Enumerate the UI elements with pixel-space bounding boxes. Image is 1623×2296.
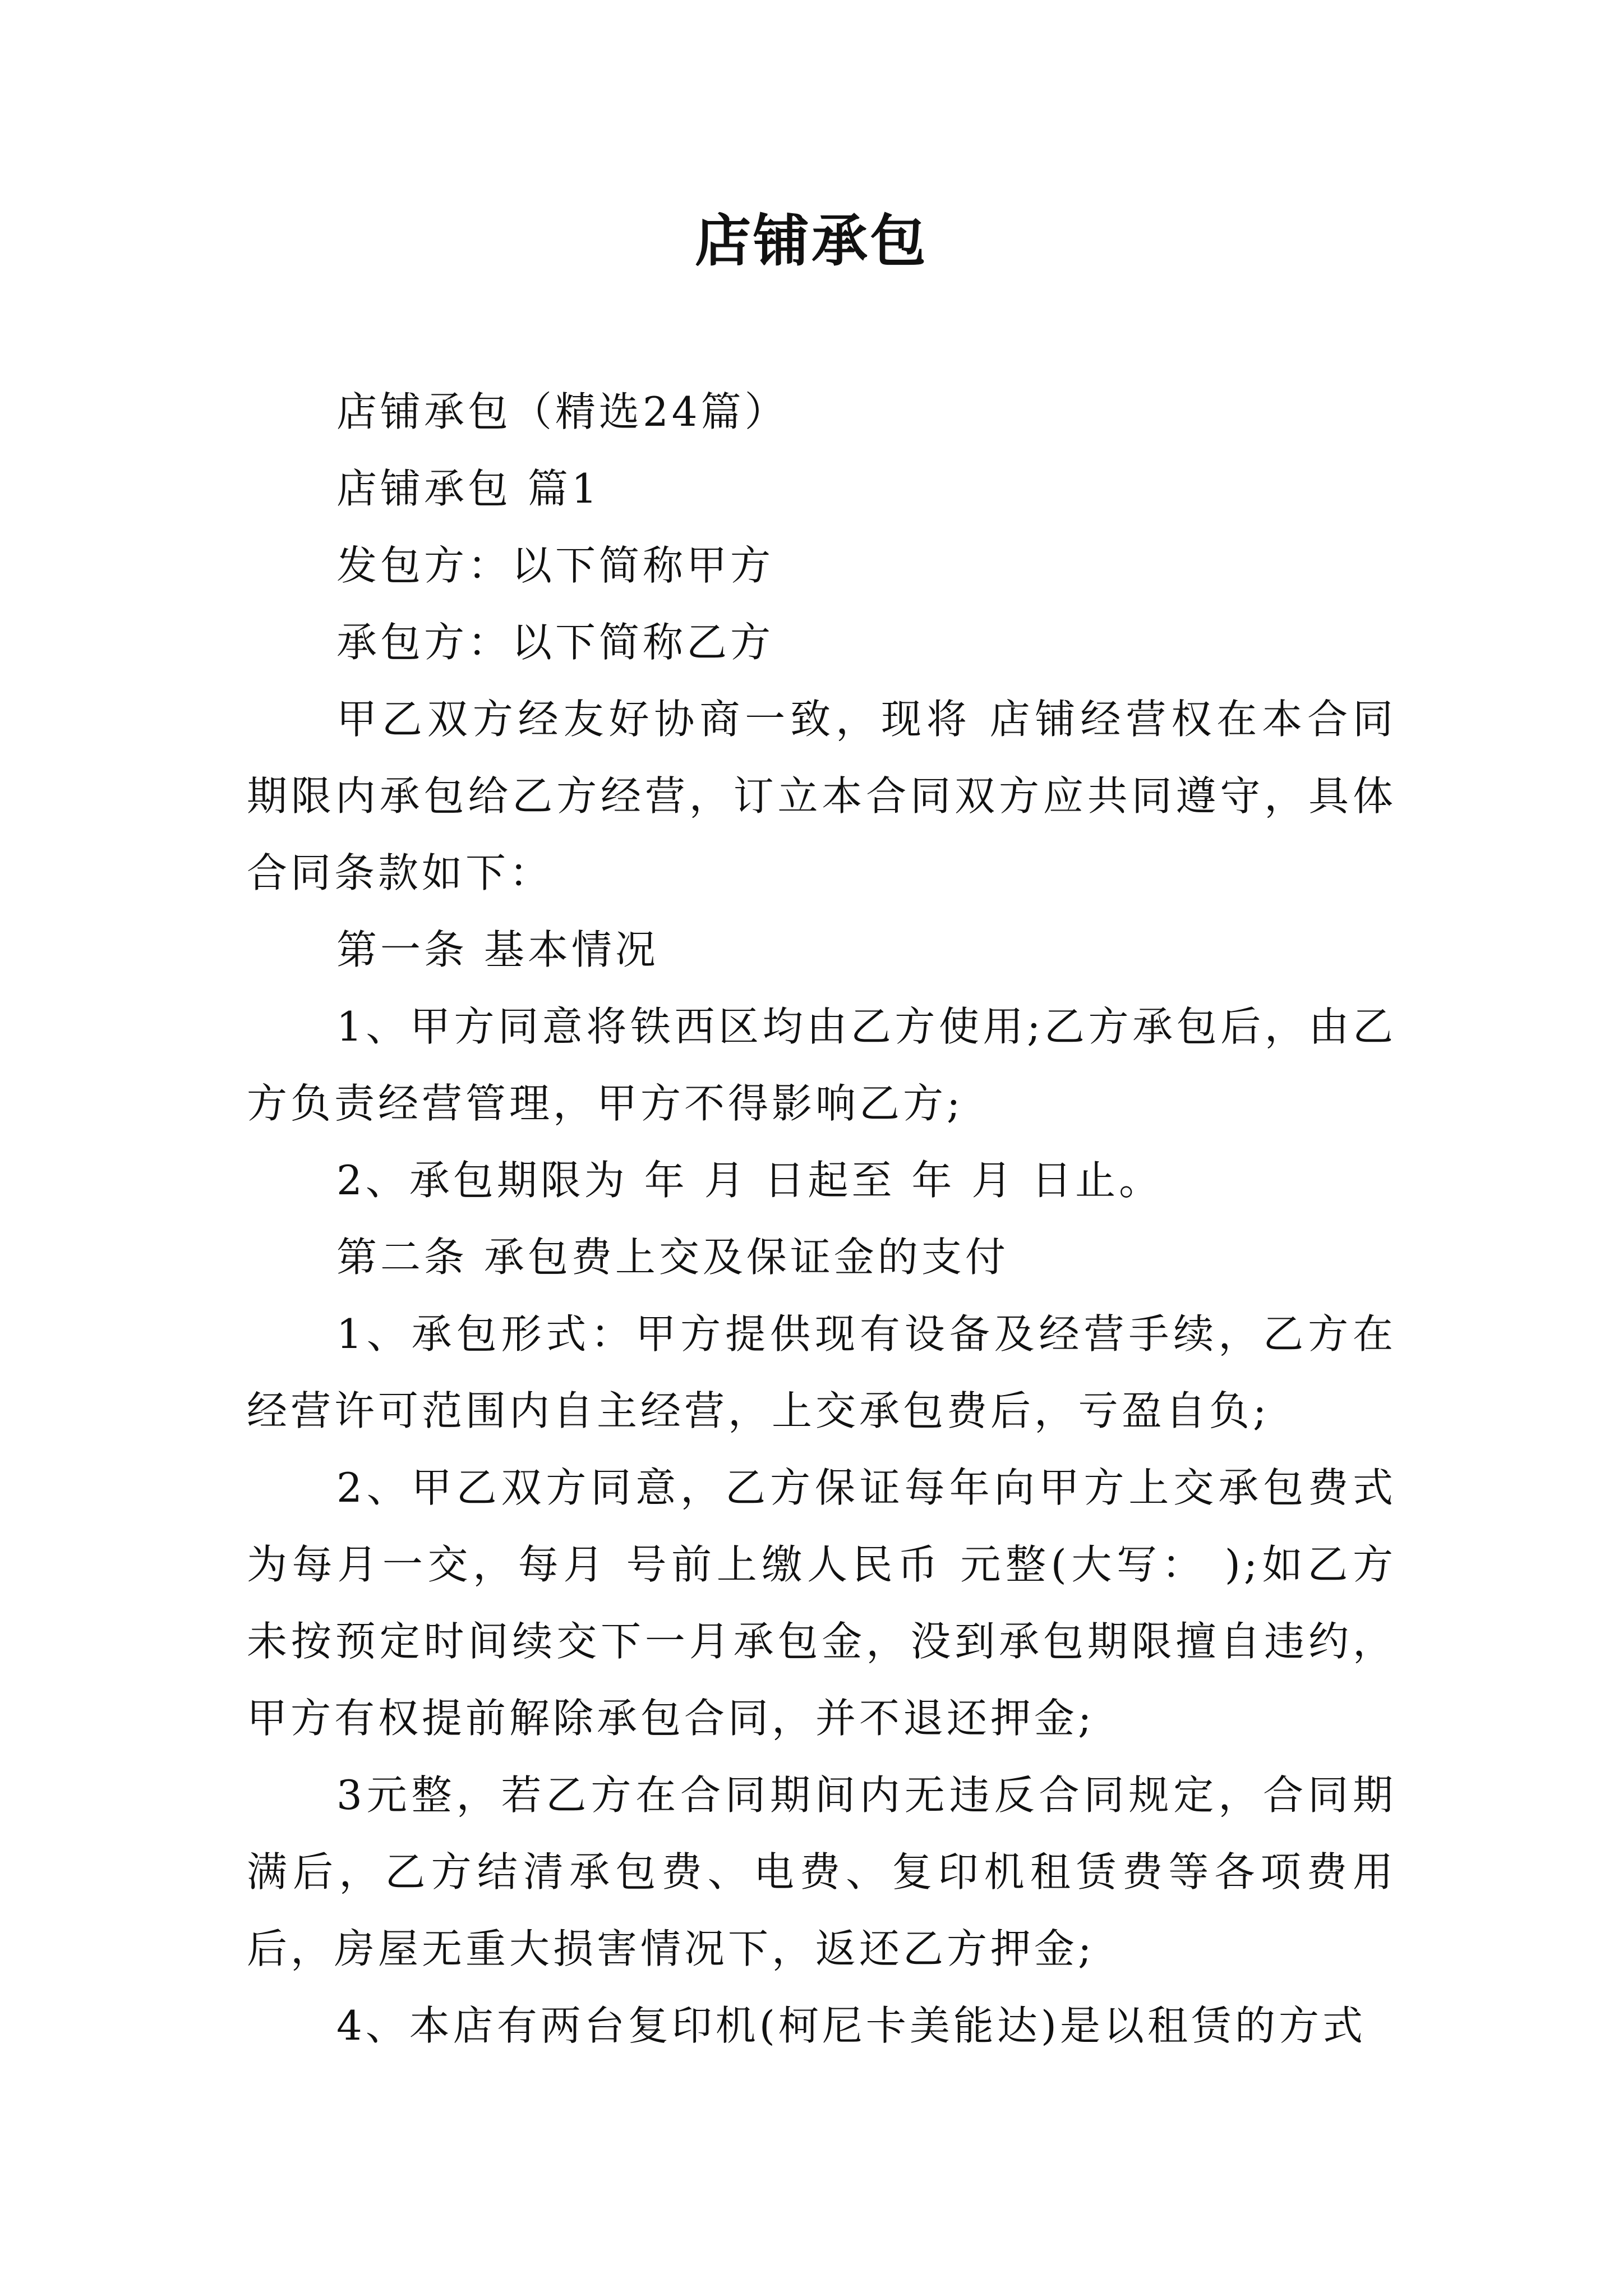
- paragraph: 店铺承包 篇1: [336, 465, 601, 512]
- paragraph: 4、本店有两台复印机(柯尼卡美能达)是以租赁的方式: [336, 2002, 1366, 2049]
- paragraph: 2、甲乙双方同意，乙方保证每年向甲方上交承包费式为每月一交，每月 号前上缴人民币 元整(大写： );如乙方未按预定时间续交下一月承包金，没到承包期限擅自违约，甲方有权提前解除承包合同，并不退还押金;: [247, 1464, 1396, 1742]
- paragraph: 3元整，若乙方在合同期间内无违反合同规定，合同期满后，乙方结清承包费、电费、复印机租赁费等各项费用后，房屋无重大损害情况下，返还乙方押金;: [247, 1772, 1396, 1972]
- paragraph: 发包方：以下简称甲方: [336, 542, 774, 589]
- paragraph: 第一条 基本情况: [336, 926, 659, 973]
- paragraph: 店铺承包（精选24篇）: [336, 388, 789, 435]
- paragraph: 承包方：以下简称乙方: [336, 619, 774, 666]
- paragraph: 1、甲方同意将铁西区均由乙方使用;乙方承包后，由乙方负责经营管理，甲方不得影响乙方;: [247, 1003, 1396, 1127]
- paragraph: 1、承包形式：甲方提供现有设备及经营手续，乙方在经营许可范围内自主经营，上交承包费后，亏盈自负;: [247, 1310, 1396, 1434]
- paragraph: 甲乙双方经友好协商一致，现将 店铺经营权在本合同期限内承包给乙方经营，订立本合同双方应共同遵守，具体合同条款如下：: [247, 696, 1396, 896]
- paragraph: 第二条 承包费上交及保证金的支付: [336, 1234, 1009, 1281]
- document-title: 店铺承包: [695, 208, 928, 274]
- document-body: [247, 374, 1396, 2064]
- paragraph: 2、承包期限为 年 月 日起至 年 月 日止。: [336, 1157, 1163, 1204]
